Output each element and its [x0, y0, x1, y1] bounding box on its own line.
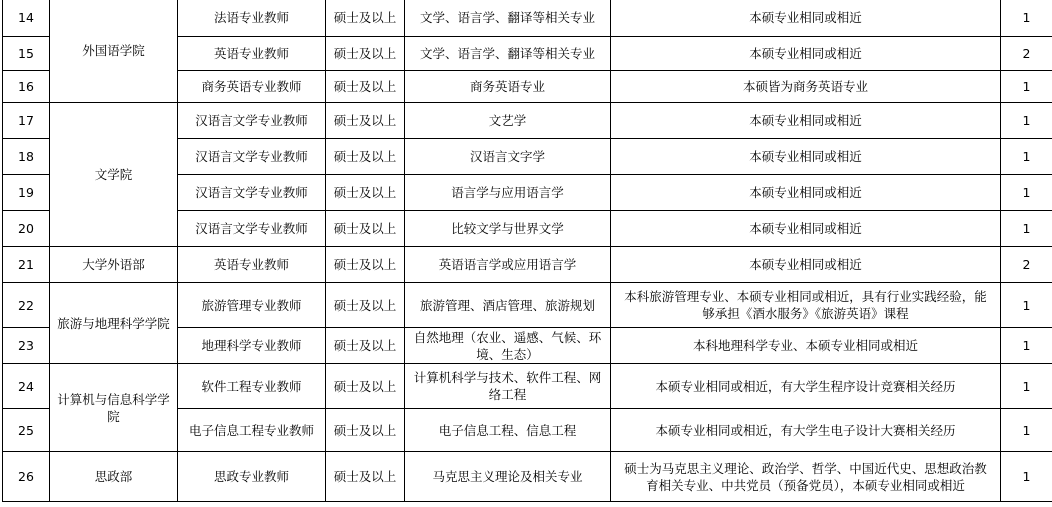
- college-name: 旅游与地理科学学院: [50, 283, 178, 364]
- degree-requirement: 硕士及以上: [326, 71, 405, 103]
- hiring-count: 1: [1001, 175, 1052, 211]
- degree-requirement: 硕士及以上: [326, 364, 405, 409]
- major-requirement: 汉语言文字学: [405, 139, 611, 175]
- table-row: [3, 283, 1052, 328]
- other-requirement: 本硕专业相同或相近: [611, 175, 1001, 211]
- row-number: 17: [3, 103, 50, 139]
- position-name: 汉语言文学专业教师: [178, 139, 326, 175]
- college-name: 文学院: [50, 103, 178, 247]
- degree-requirement: 硕士及以上: [326, 452, 405, 502]
- position-name: 商务英语专业教师: [178, 71, 326, 103]
- major-requirement: 文学、语言学、翻译等相关专业: [405, 0, 611, 37]
- other-requirement: 本硕专业相同或相近: [611, 247, 1001, 283]
- row-number: 18: [3, 139, 50, 175]
- table-row: [3, 0, 1052, 37]
- position-name: 汉语言文学专业教师: [178, 211, 326, 247]
- major-requirement: 电子信息工程、信息工程: [405, 409, 611, 452]
- hiring-count: 1: [1001, 0, 1052, 37]
- degree-requirement: 硕士及以上: [326, 211, 405, 247]
- row-number: 22: [3, 283, 50, 328]
- major-requirement: 文学、语言学、翻译等相关专业: [405, 37, 611, 71]
- row-number: 26: [3, 452, 50, 502]
- row-number: 21: [3, 247, 50, 283]
- row-number: 20: [3, 211, 50, 247]
- position-name: 旅游管理专业教师: [178, 283, 326, 328]
- major-requirement: 计算机科学与技术、软件工程、网络工程: [405, 364, 611, 409]
- hiring-count: 1: [1001, 452, 1052, 502]
- hiring-count: 1: [1001, 139, 1052, 175]
- row-number: 15: [3, 37, 50, 71]
- college-name: 思政部: [50, 452, 178, 502]
- degree-requirement: 硕士及以上: [326, 37, 405, 71]
- degree-requirement: 硕士及以上: [326, 409, 405, 452]
- hiring-count: 1: [1001, 71, 1052, 103]
- hiring-count: 1: [1001, 328, 1052, 364]
- table-row: [3, 103, 1052, 139]
- other-requirement: 本硕专业相同或相近: [611, 139, 1001, 175]
- other-requirement: 本硕专业相同或相近: [611, 0, 1001, 37]
- row-number: 25: [3, 409, 50, 452]
- row-number: 19: [3, 175, 50, 211]
- major-requirement: 英语语言学或应用语言学: [405, 247, 611, 283]
- other-requirement: 本硕专业相同或相近: [611, 103, 1001, 139]
- other-requirement: 本硕专业相同或相近，有大学生程序设计竞赛相关经历: [611, 364, 1001, 409]
- major-requirement: 自然地理（农业、遥感、气候、环境、生态）: [405, 328, 611, 364]
- degree-requirement: 硕士及以上: [326, 103, 405, 139]
- college-name: 大学外语部: [50, 247, 178, 283]
- other-requirement: 本科旅游管理专业、本硕专业相同或相近，具有行业实践经验，能够承担《酒水服务》《旅游英语》课程: [611, 283, 1001, 328]
- hiring-count: 1: [1001, 283, 1052, 328]
- degree-requirement: 硕士及以上: [326, 247, 405, 283]
- college-name: 外国语学院: [50, 0, 178, 103]
- other-requirement: 硕士为马克思主义理论、政治学、哲学、中国近代史、思想政治教育相关专业、中共党员（预备党员），本硕专业相同或相近: [611, 452, 1001, 502]
- table-row: [3, 247, 1052, 283]
- position-name: 法语专业教师: [178, 0, 326, 37]
- table-row: [3, 452, 1052, 502]
- degree-requirement: 硕士及以上: [326, 139, 405, 175]
- position-name: 思政专业教师: [178, 452, 326, 502]
- position-name: 汉语言文学专业教师: [178, 103, 326, 139]
- position-name: 英语专业教师: [178, 247, 326, 283]
- major-requirement: 文艺学: [405, 103, 611, 139]
- row-number: 24: [3, 364, 50, 409]
- hiring-count: 2: [1001, 247, 1052, 283]
- position-name: 英语专业教师: [178, 37, 326, 71]
- major-requirement: 旅游管理、酒店管理、旅游规划: [405, 283, 611, 328]
- position-name: 汉语言文学专业教师: [178, 175, 326, 211]
- position-name: 电子信息工程专业教师: [178, 409, 326, 452]
- college-name: 计算机与信息科学学院: [50, 364, 178, 452]
- major-requirement: 商务英语专业: [405, 71, 611, 103]
- table-row: [3, 364, 1052, 409]
- hiring-count: 2: [1001, 37, 1052, 71]
- hiring-count: 1: [1001, 103, 1052, 139]
- hiring-count: 1: [1001, 364, 1052, 409]
- other-requirement: 本硕专业相同或相近: [611, 37, 1001, 71]
- other-requirement: 本硕专业相同或相近，有大学生电子设计大赛相关经历: [611, 409, 1001, 452]
- recruitment-table: [2, 0, 1052, 502]
- row-number: 16: [3, 71, 50, 103]
- major-requirement: 马克思主义理论及相关专业: [405, 452, 611, 502]
- other-requirement: 本科地理科学专业、本硕专业相同或相近: [611, 328, 1001, 364]
- other-requirement: 本硕专业相同或相近: [611, 211, 1001, 247]
- other-requirement: 本硕皆为商务英语专业: [611, 71, 1001, 103]
- major-requirement: 语言学与应用语言学: [405, 175, 611, 211]
- degree-requirement: 硕士及以上: [326, 283, 405, 328]
- degree-requirement: 硕士及以上: [326, 0, 405, 37]
- row-number: 23: [3, 328, 50, 364]
- position-name: 地理科学专业教师: [178, 328, 326, 364]
- hiring-count: 1: [1001, 211, 1052, 247]
- major-requirement: 比较文学与世界文学: [405, 211, 611, 247]
- degree-requirement: 硕士及以上: [326, 328, 405, 364]
- degree-requirement: 硕士及以上: [326, 175, 405, 211]
- hiring-count: 1: [1001, 409, 1052, 452]
- row-number: 14: [3, 0, 50, 37]
- position-name: 软件工程专业教师: [178, 364, 326, 409]
